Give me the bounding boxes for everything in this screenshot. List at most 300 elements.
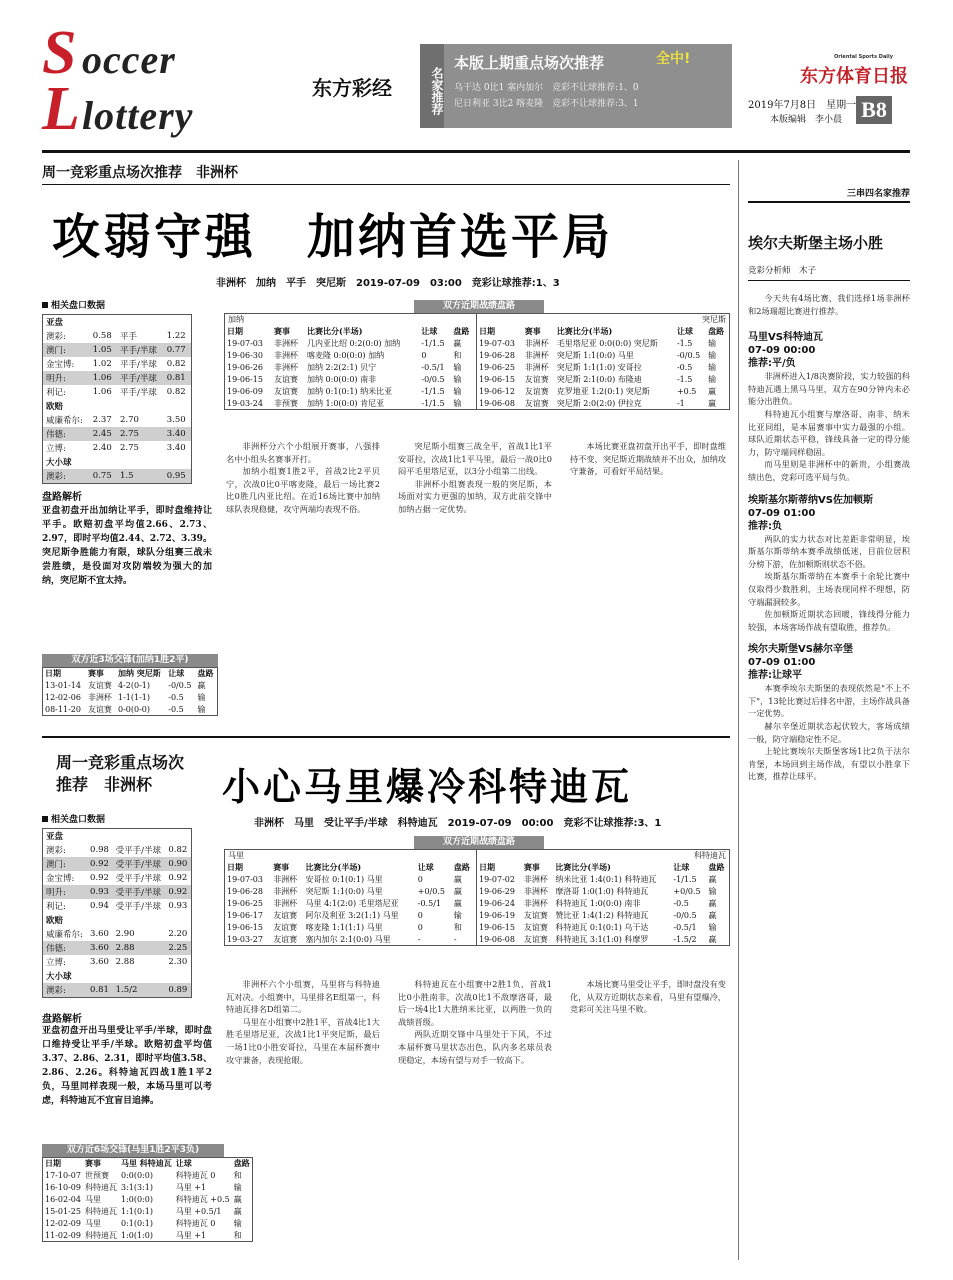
table-cell: 输	[708, 338, 717, 348]
top-h2h-panel	[42, 654, 218, 716]
odds-cell: 0.82	[166, 359, 186, 369]
table-cell: 友谊赛	[87, 681, 112, 690]
table-cell: 马里 科特迪瓦	[120, 1158, 172, 1169]
table-cell: 0	[417, 910, 423, 920]
table-cell: 非洲杯	[87, 693, 112, 702]
h2h-title: 双方近3场交锋(加纳1胜2平)	[42, 654, 218, 667]
table-row	[225, 385, 475, 397]
table-row	[43, 1182, 253, 1194]
header-cell: 比赛比分(半场)	[307, 325, 363, 336]
table-cell: 几内亚比绍 0:2(0:0) 加纳	[307, 338, 401, 348]
table-cell: +0.5	[676, 386, 697, 396]
table-cell: 非洲杯	[273, 898, 298, 908]
table-cell: 17-10-07	[45, 1171, 81, 1180]
recent-left-table	[225, 325, 475, 409]
match-time: 07-09 01:00	[748, 507, 816, 519]
table-row	[477, 933, 729, 945]
table-cell: 非洲杯	[274, 338, 299, 348]
table-header-row	[477, 325, 729, 337]
page-editor: 本版编辑 李小晨	[770, 115, 843, 125]
match-paragraph: 两队的实力状态对比差距非常明显，埃斯基尔斯蒂纳本赛季战绩低迷，目前位居积分榜下游，佐加顿斯则状态不俗。	[748, 533, 910, 569]
table-cell: 友谊赛	[523, 922, 548, 932]
table-cell: 赢	[453, 886, 462, 896]
match-title: 埃斯基尔斯蒂纳VS佐加顿斯	[748, 494, 873, 506]
table-cell: 赢	[453, 898, 462, 908]
table-cell: 19-06-30	[227, 350, 263, 360]
odds-row	[43, 885, 192, 899]
odds-row	[43, 857, 192, 871]
odds-cell: 平手/半球	[119, 388, 157, 398]
table-cell: 16-02-04	[45, 1195, 81, 1204]
table-cell: 0-0(0-0)	[118, 704, 151, 714]
odds-cell: 利记:	[46, 388, 66, 398]
odds-cell: 0.77	[164, 343, 192, 357]
recent-right-team: 突尼斯	[702, 315, 726, 324]
match-paragraph: 赫尔辛堡近期状态起伏较大，客场成绩一般，防守端稳定性不足。	[748, 721, 910, 744]
odds-cell: 平手/半球	[119, 360, 157, 370]
table-cell: 友谊赛	[523, 910, 548, 920]
kicker-rule	[42, 184, 730, 185]
table-cell: 喀麦隆 1:1(1:1) 马里	[305, 922, 383, 932]
recent-right-team: 科特迪瓦	[694, 851, 726, 860]
bottom-h2h-panel	[42, 1144, 250, 1242]
table-cell: 让球	[168, 668, 185, 679]
odds-cell: 受平手/半球	[113, 857, 166, 871]
table-cell: 19-07-03	[227, 874, 263, 884]
body-paragraph: 两队近期交锋中马里处于下风，不过本届杯赛马里状态出色，队内多名球员表现稳定，本场有望与对手一较高下。	[398, 1029, 552, 1065]
odds-row	[43, 955, 192, 969]
odds-cell: 1.5	[117, 469, 164, 484]
odds-cell: 1.02	[92, 359, 112, 369]
recent-right-table	[477, 325, 729, 409]
header-cell: 盘路	[708, 861, 725, 872]
table-cell: -1/1.5	[421, 398, 445, 408]
table-cell: -1/1.5	[421, 338, 445, 348]
section-rule	[42, 736, 730, 738]
table-cell: 输	[233, 1183, 242, 1192]
logo-top-word: occer	[82, 37, 176, 82]
odds-cell: 0.81	[164, 371, 192, 385]
table-cell: 输	[453, 362, 462, 372]
table-cell: 非洲杯	[523, 886, 548, 896]
table-cell: 0:0(0:0)	[120, 1171, 153, 1180]
table-row	[477, 885, 729, 897]
logo-l-letter: L	[42, 75, 80, 143]
table-cell: 输	[233, 1219, 242, 1228]
table-row	[225, 349, 475, 361]
table-cell: 纳米比亚 1:4(0:1) 科特迪瓦	[555, 874, 657, 884]
brand-name: 东方彩经	[312, 76, 392, 100]
table-cell: 盘路	[197, 668, 214, 679]
match-pick: 推荐:平/负	[748, 358, 796, 370]
header-cell: 让球	[421, 325, 438, 336]
table-row	[225, 873, 475, 885]
match-pick: 推荐:负	[748, 520, 782, 532]
odds-cell: 0.92	[87, 857, 113, 871]
odds-row	[43, 927, 192, 941]
odds-cell: 金宝博:	[46, 874, 75, 884]
table-cell: 突尼斯 1:1(1:0) 安哥拉	[556, 362, 642, 372]
header-cell: 让球	[673, 861, 690, 872]
h2h-table	[42, 1157, 253, 1242]
table-cell: 19-06-28	[479, 350, 515, 360]
table-row	[225, 921, 475, 933]
odds-cell: 平手	[119, 332, 137, 342]
odds-cell: 0.90	[165, 857, 191, 871]
odds-cell: 威廉希尔:	[46, 930, 83, 940]
table-cell: 友谊赛	[274, 386, 299, 396]
odds-cell: 伟德:	[43, 427, 90, 441]
top-analysis-text: 亚盘初盘开出加纳让平手，即时盘维持让平手。欧赔初盘平均值2.66、2.73、2.97，即时平均值2.44、2.72、3.39。突尼斯争胜能力有限，球队分组赛三战未尝胜绩，是役面对攻防端较为强大的加纳，突尼斯不宜太持。	[42, 506, 212, 586]
body-paragraph: 本场比赛马里受让平手，即时盘没有变化，从双方近期状态来看，马里有望爆冷，竞彩可关注马里不败。	[570, 979, 726, 1015]
table-cell: 克罗地亚 1:2(0:1) 突尼斯	[556, 386, 650, 396]
table-cell: 19-06-15	[479, 374, 515, 384]
right-match-2	[748, 494, 910, 634]
table-cell: 1-1(1-1)	[118, 693, 151, 702]
table-row	[225, 361, 475, 373]
bottom-match-line: 非洲杯 马里 受让平手/半球 科特迪瓦 2019-07-09 00:00 竞彩不让球推荐:3、1	[254, 818, 662, 829]
table-row	[43, 1206, 253, 1218]
table-cell: 赢	[453, 874, 462, 884]
match-time: 07-09 01:00	[748, 657, 816, 669]
table-cell: 马里 +1	[175, 1183, 207, 1192]
top-odds-panel	[42, 298, 192, 484]
promo-title: 本版上期重点场次推荐	[454, 54, 605, 72]
table-cell: 非洲杯	[274, 362, 299, 372]
table-cell: -	[417, 934, 421, 944]
page-number: B8	[856, 96, 892, 124]
table-cell: 3:1(3:1)	[120, 1183, 153, 1192]
body-paragraph: 非洲杯分六个小组展开赛事，八强排名中小组头名赛事开打。	[226, 441, 380, 464]
table-cell: 19-06-15	[227, 374, 263, 384]
odds-cell: 0.92	[90, 873, 109, 883]
table-cell: 友谊赛	[87, 704, 112, 714]
odds-cell: 受平手/半球	[113, 885, 166, 899]
table-cell: 科特迪瓦 3:1(1:0) 科摩罗	[555, 934, 649, 944]
table-cell: 友谊赛	[273, 910, 298, 920]
table-cell: 友谊赛	[273, 934, 298, 944]
odds-row	[43, 469, 192, 484]
match-paragraph: 埃斯基尔斯蒂纳在本赛季十余轮比赛中仅取得少数胜利，主场表现同样不理想，防守端漏洞较多。	[748, 571, 910, 607]
masthead-rule	[42, 150, 910, 153]
odds-title: 相关盘口数据	[51, 815, 106, 825]
recent-left-team: 马里	[228, 851, 244, 860]
odds-cell: 明升:	[43, 885, 88, 899]
odds-cell: 大小球	[46, 458, 72, 468]
paper-name-cn: 东方体育日报	[800, 66, 908, 87]
top-recent-panel	[224, 300, 730, 410]
table-cell: 11-02-09	[45, 1230, 81, 1240]
body-paragraph: 加纳小组赛1胜2平，首战2比2平贝宁，次战0比0平喀麦隆，最后一场比赛2比0胜几内亚比绍。在近16场比赛中加纳球队表现稳健，攻守两端均表现不俗。	[226, 466, 380, 514]
promo-box	[420, 44, 732, 128]
recent-title: 双方近期战绩盘路	[414, 300, 544, 313]
table-cell: 加纳 1:0(0:0) 肯尼亚	[307, 398, 385, 408]
recent-title: 双方近期战绩盘路	[414, 836, 544, 849]
odds-table	[42, 314, 192, 484]
table-cell: 19-07-03	[227, 338, 263, 348]
header-cell: 日期	[479, 861, 495, 872]
table-cell: 19-06-08	[479, 934, 515, 944]
right-title: 埃尔夫斯堡主场小胜	[748, 234, 884, 252]
odds-cell: 2.20	[168, 929, 188, 939]
table-cell: 19-07-03	[479, 338, 515, 348]
header-cell: 赛事	[524, 325, 541, 336]
table-cell: 非洲杯	[523, 874, 548, 884]
odds-section-row	[43, 455, 192, 469]
odds-cell: 2.37	[92, 415, 112, 425]
match-pick: 推荐:让球平	[748, 670, 802, 682]
odds-cell: 2.45	[90, 427, 117, 441]
odds-cell: 澳彩:	[43, 983, 88, 998]
table-row	[225, 337, 475, 349]
table-cell: -1	[676, 398, 685, 408]
table-cell: -0.5	[168, 704, 184, 714]
odds-cell: 1.06	[90, 371, 117, 385]
match-paragraph: 上轮比赛埃尔夫斯堡客场1比2负于法尔肯堡，本场回到主场作战，有望以小胜拿下比赛，推荐让球平。	[748, 746, 910, 782]
bottom-recent-panel	[224, 836, 730, 946]
header-cell: 让球	[676, 325, 693, 336]
table-cell: 盘路	[233, 1158, 250, 1169]
table-row	[43, 1218, 253, 1230]
table-cell: 赞比亚 1:4(1:2) 科特迪瓦	[555, 910, 649, 920]
odds-cell: 1.5/2	[113, 983, 166, 998]
body-paragraph: 非洲杯六个小组赛，马里将与科特迪瓦对决。小组赛中，马里排名E组第一，科特迪瓦排名D组第二。	[226, 979, 380, 1015]
odds-cell: 3.60	[90, 929, 109, 939]
header-cell: 日期	[227, 861, 243, 872]
top-headline: 攻弱守强 加纳首选平局	[52, 209, 614, 265]
odds-cell: 2.70	[119, 415, 139, 425]
logo-s-letter: S	[42, 19, 77, 87]
recent-left-table	[225, 861, 475, 945]
odds-cell: 2.75	[119, 443, 139, 453]
body-paragraph: 科特迪瓦在小组赛中2胜1负，首战1比0小胜南非，次战0比1不敌摩洛哥，最后一场4比1大胜纳米比亚，以两胜一负的战绩晋级。	[398, 979, 552, 1027]
table-row	[225, 897, 475, 909]
table-cell: 19-06-25	[479, 362, 515, 372]
table-cell: 突尼斯 2:0(2:0) 伊拉克	[556, 398, 642, 408]
odds-row	[43, 843, 192, 857]
table-cell: 输	[708, 922, 717, 932]
table-cell: 和	[233, 1171, 242, 1180]
odds-row	[43, 871, 192, 885]
table-row	[225, 933, 475, 945]
odds-cell: 0.58	[92, 331, 112, 341]
table-cell: 塞内加尔 2:1(0:0) 马里	[305, 934, 391, 944]
table-cell: 加纳 0:0(0:0) 南非	[307, 374, 377, 384]
header-cell: 盘路	[453, 325, 470, 336]
table-cell: 输	[708, 350, 717, 360]
table-cell: 0:1(0:1)	[120, 1219, 153, 1228]
table-cell: -	[453, 934, 457, 944]
paper-name	[800, 54, 908, 88]
table-cell: -0.5/1	[673, 922, 697, 932]
table-cell: 赢	[708, 398, 717, 408]
table-cell: 友谊赛	[524, 374, 549, 384]
right-author: 竞彩分析师 木子	[748, 266, 817, 276]
table-cell: -0.5	[168, 693, 184, 702]
table-cell: -0.5/1	[417, 898, 441, 908]
odds-cell: 威廉希尔:	[46, 416, 83, 426]
table-cell: 15-01-25	[45, 1207, 81, 1216]
bottom-headline: 小心马里爆冷科特迪瓦	[222, 765, 633, 809]
odds-row	[43, 441, 192, 455]
odds-section-row	[43, 315, 192, 330]
table-header-row	[225, 861, 475, 873]
table-cell: 科特迪瓦 0:1(0:1) 乌干达	[555, 922, 649, 932]
match-paragraph: 非洲杯进入1/8决赛阶段，实力较强的科特迪瓦遇上黑马马里，双方在90分钟内未必能分出胜负。	[748, 371, 910, 407]
table-cell: 非洲杯	[524, 338, 549, 348]
odds-cell: 平手/半球	[117, 371, 164, 385]
table-cell: 科特迪瓦 +0.5	[175, 1195, 230, 1204]
table-cell: 赢	[453, 338, 462, 348]
table-row	[43, 668, 218, 680]
odds-cell: 3.60	[90, 957, 109, 967]
table-cell: 突尼斯 1:1(0:0) 马里	[556, 350, 634, 360]
table-row	[477, 897, 729, 909]
header-cell: 比赛比分(半场)	[555, 861, 611, 872]
table-row	[477, 873, 729, 885]
odds-row	[43, 899, 192, 913]
table-cell: 非洲杯	[524, 362, 549, 372]
table-cell: 1:0(1:0)	[120, 1230, 153, 1240]
table-cell: 输	[708, 886, 717, 896]
bottom-kicker: 周一竞彩重点场次推荐 非洲杯	[56, 753, 185, 794]
table-cell: 赢	[233, 1195, 242, 1204]
paper-name-en: Oriental Sports Daily	[834, 54, 893, 60]
match-time: 07-09 00:00	[748, 345, 816, 357]
table-cell: 输	[708, 374, 717, 384]
table-cell: 友谊赛	[273, 922, 298, 932]
table-cell: 和	[233, 1230, 242, 1240]
header-cell: 赛事	[523, 861, 540, 872]
top-body-col1	[226, 440, 380, 516]
odds-cell: 平手/半球	[117, 343, 164, 357]
recent-right-table	[477, 861, 729, 945]
match-paragraph: 本赛季埃尔夫斯堡的表现依然是"不上不下"，13轮比赛过后排名中游，主场作战具备一定优势。	[748, 683, 910, 719]
table-cell: 世预赛	[84, 1171, 109, 1180]
right-intro: 今天共有4场比赛，我们选择1场非洲杯和2场瑞超比赛进行推荐。	[748, 293, 910, 316]
match-paragraph: 科特迪瓦小组赛与摩洛哥、南非、纳米比亚同组，是本届赛事中实力最强的小组。球队近期状态平稳，锋线具备一定的得分能力，防守端同样稳固。	[748, 408, 910, 457]
top-match-line: 非洲杯 加纳 平手 突尼斯 2019-07-09 03:00 竞彩让球推荐:1、3	[216, 278, 560, 289]
table-cell: 突尼斯 1:1(0:0) 马里	[305, 886, 383, 896]
table-row	[477, 385, 729, 397]
table-row	[43, 1170, 253, 1182]
table-cell: 和	[453, 350, 462, 360]
odds-cell: 0.98	[90, 845, 109, 855]
odds-section-row	[43, 399, 192, 413]
table-header-row	[477, 861, 729, 873]
odds-row	[43, 427, 192, 441]
table-cell: 19-06-15	[479, 922, 515, 932]
table-cell: 19-07-02	[479, 874, 515, 884]
odds-cell: 亚盘	[46, 832, 64, 842]
odds-cell: 明升:	[43, 371, 90, 385]
table-cell: 阿尔及利亚 3:2(1:1) 马里	[305, 910, 399, 920]
table-cell: -0.5	[673, 898, 689, 908]
table-cell: 19-06-17	[227, 910, 263, 920]
table-row	[477, 397, 729, 409]
header-cell: 日期	[227, 325, 243, 336]
odds-cell: 大小球	[46, 972, 72, 982]
body-paragraph: 本场比赛亚盘初盘开出平手，即时盘维持不变，突尼斯近期战绩并不出众，加纳攻守兼备，可看好平局结果。	[570, 441, 726, 477]
odds-title: 相关盘口数据	[51, 301, 106, 311]
promo-line: 尼日利亚 3比2 喀麦隆 竞彩不让球推荐:3、1	[454, 99, 639, 109]
table-cell: 19-06-12	[479, 386, 515, 396]
square-bullet-icon	[42, 302, 48, 308]
table-cell: -0/0.5	[168, 681, 192, 690]
table-cell: 输	[453, 374, 462, 384]
table-cell: 加纳 突尼斯	[118, 668, 161, 679]
match-title: 马里VS科特迪瓦	[748, 332, 823, 344]
table-cell: 1:0(0:0)	[120, 1195, 153, 1204]
odds-cell: 0.93	[87, 885, 113, 899]
table-cell: 马里 4:1(2:0) 毛里塔尼亚	[305, 898, 399, 908]
odds-cell: 受平手/半球	[115, 846, 161, 856]
table-row	[225, 885, 475, 897]
odds-cell: 金宝博:	[46, 360, 75, 370]
odds-cell: 澳彩:	[46, 332, 66, 342]
table-cell: 赢	[708, 898, 717, 908]
bottom-analysis-title: 盘路解析	[42, 1014, 82, 1025]
bottom-body-col2	[398, 978, 552, 1066]
h2h-table	[42, 667, 218, 716]
odds-row	[43, 413, 192, 427]
table-row	[225, 909, 475, 921]
table-row	[477, 921, 729, 933]
table-cell: 4-2(0-1)	[118, 681, 151, 690]
odds-row	[43, 343, 192, 357]
odds-cell: 2.88	[113, 941, 166, 955]
top-body-col2	[398, 440, 552, 516]
table-cell: +0/0.5	[673, 886, 701, 896]
odds-cell: 2.30	[168, 957, 188, 967]
body-paragraph: 马里在小组赛中2胜1平，首战4比1大胜毛里塔尼亚，次战1比1平突尼斯，最后一场1比0小胜安哥拉，马里在本届杯赛中攻守兼备，表现抢眼。	[226, 1016, 380, 1065]
table-cell: 安哥拉 0:1(0:1) 马里	[305, 874, 383, 884]
table-cell: -1.5	[676, 338, 693, 348]
table-row	[225, 373, 475, 385]
odds-cell: 澳门:	[43, 857, 88, 871]
table-cell: 赢	[708, 874, 717, 884]
table-cell: 非洲杯	[274, 350, 299, 360]
table-cell: 输	[708, 362, 717, 372]
table-cell: 19-03-24	[227, 398, 263, 408]
odds-cell: 0.75	[90, 469, 117, 484]
table-cell: 科特迪瓦	[84, 1207, 117, 1216]
top-kicker: 周一竞彩重点场次推荐 非洲杯	[42, 165, 238, 181]
table-cell: 喀麦隆 0:0(0:0) 加纳	[307, 350, 385, 360]
odds-section-row	[43, 829, 192, 844]
odds-row	[43, 371, 192, 385]
table-cell: 赛事	[84, 1158, 101, 1169]
table-cell: 加纳 0:1(0:1) 纳米比亚	[307, 386, 393, 396]
odds-cell: 0.89	[165, 983, 191, 998]
table-row	[477, 373, 729, 385]
table-cell: 16-10-09	[45, 1183, 81, 1192]
table-row	[477, 337, 729, 349]
header-cell: 比赛比分(半场)	[556, 325, 613, 336]
right-match-1	[748, 331, 910, 483]
header-cell: 比赛比分(半场)	[305, 861, 362, 872]
table-cell: 输	[453, 910, 462, 920]
header-cell: 赛事	[274, 325, 291, 336]
table-cell: 08-11-20	[45, 704, 81, 714]
top-analysis-title: 盘路解析	[42, 492, 82, 503]
odds-cell: 0.93	[168, 901, 188, 911]
header-cell: 盘路	[453, 861, 470, 872]
table-cell: 科特迪瓦 0	[175, 1219, 216, 1228]
match-paragraph: 而马里则是非洲杯中的新贵，小组赛战绩出色，竞彩可选平局与负。	[748, 459, 910, 482]
top-body-col3	[570, 440, 726, 478]
table-cell: 19-06-24	[479, 898, 515, 908]
